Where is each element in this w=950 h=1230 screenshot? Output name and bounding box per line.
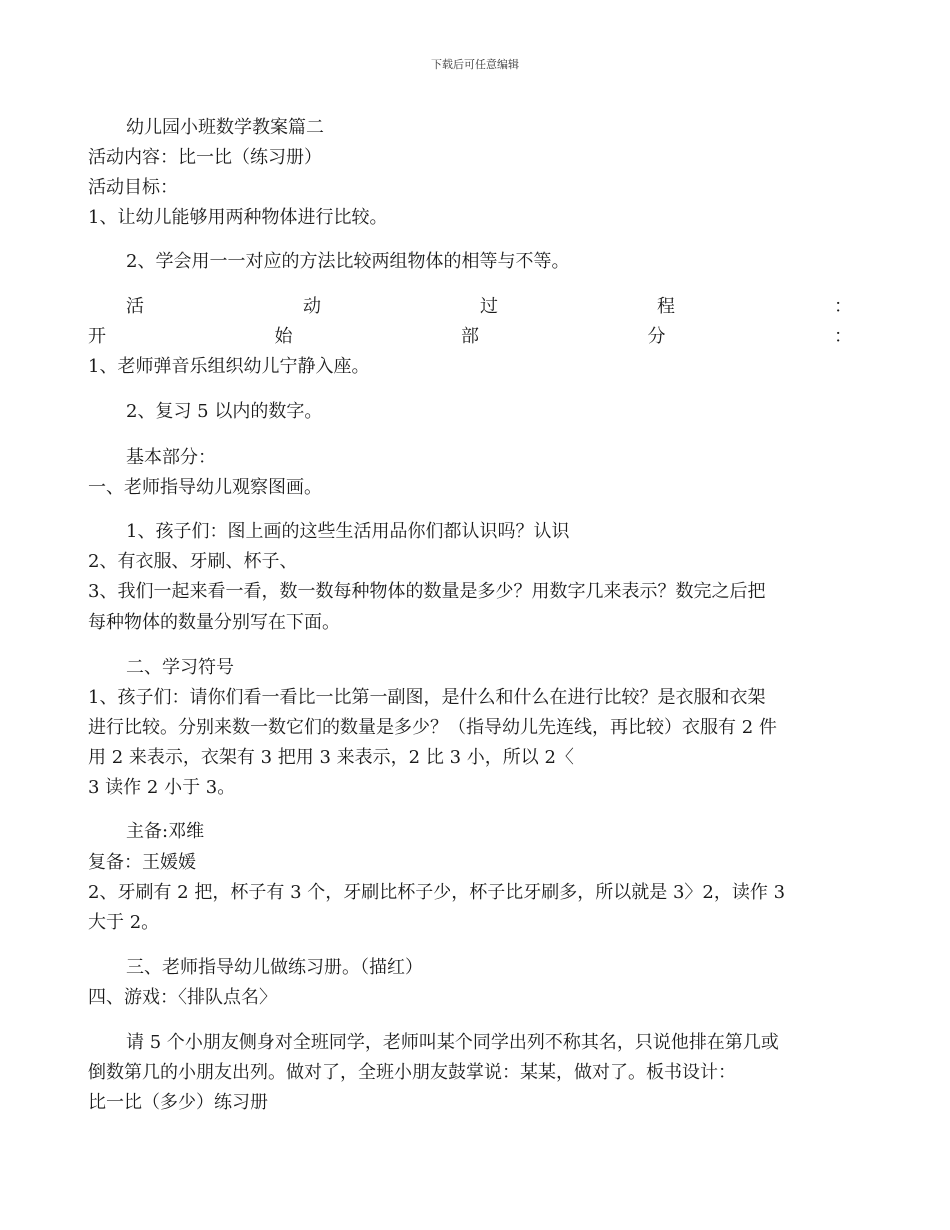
page-header: 下载后可任意编辑: [431, 58, 519, 71]
text-line: 3、我们一起来看一看，数一数每种物体的数量是多少？用数字几来表示？数完之后把: [88, 581, 766, 602]
text-line: 3 读作 2 小于 3。: [88, 777, 236, 798]
text-line: 每种物体的数量分别写在下面。: [88, 612, 340, 633]
text-line: 1、孩子们：请你们看一看比一比第一副图，是什么和什么在进行比较？是衣服和衣架: [88, 687, 766, 708]
text-line: 2、牙刷有 2 把，杯子有 3 个，牙刷比杯子少，杯子比牙刷多，所以就是 3〉2，读作 3: [88, 882, 786, 903]
text-line: 进行比较。分别来数一数它们的数量是多少？（指导幼儿先连线，再比较）衣服有 2 件: [88, 717, 777, 738]
text-line: 一、老师指导幼儿观察图画。: [88, 477, 322, 498]
text-line: 1、老师弹音乐组织幼儿宁静入座。: [88, 356, 370, 377]
text-line: 活动内容：比一比（练习册）: [88, 147, 322, 168]
spread-char: 程: [657, 296, 675, 317]
spread-char: 分: [647, 326, 666, 347]
text-line: 复备：王媛媛: [88, 852, 196, 873]
spread-char: 始: [274, 326, 293, 347]
text-line: 基本部分：: [126, 447, 216, 468]
spread-char: 活: [126, 296, 144, 317]
text-line: 用 2 来表示，衣架有 3 把用 3 来表示，2 比 3 小，所以 2〈: [88, 747, 574, 768]
doc-title: 幼儿园小班数学教案篇二: [126, 117, 324, 138]
text-line: 2、有衣服、牙刷、杯子、: [88, 551, 298, 572]
text-line: 比一比（多少）练习册: [88, 1092, 268, 1113]
text-line: 请 5 个小朋友侧身对全班同学，老师叫某个同学出列不称其名，只说他排在第几或: [126, 1032, 779, 1053]
spread-char: ：: [834, 326, 852, 347]
text-line: 1、让幼儿能够用两种物体进行比较。: [88, 207, 388, 228]
text-line: 2、复习 5 以内的数字。: [126, 401, 323, 422]
spread-char: 部: [461, 326, 479, 347]
text-line: 2、学会用一一对应的方法比较两组物体的相等与不等。: [126, 251, 570, 272]
text-line: 大于 2。: [88, 912, 160, 933]
spread-char: 开: [88, 326, 106, 347]
text-line: 二、学习符号: [126, 657, 234, 678]
text-line: 倒数第几的小朋友出列。做对了，全班小朋友鼓掌说：某某，做对了。板书设计：: [88, 1062, 736, 1083]
justified-line-start: [88, 325, 852, 349]
text-line: 活动目标：: [88, 177, 178, 198]
spread-char: 动: [303, 296, 321, 317]
text-line: 四、游戏：〈排队点名〉: [88, 987, 277, 1008]
text-line: 主备:邓维: [126, 821, 205, 842]
justified-line-process: [88, 295, 852, 319]
text-line: 1、孩子们：图上画的这些生活用品你们都认识吗？认识: [126, 521, 570, 542]
text-line: 三、老师指导幼儿做练习册。（描红）: [126, 957, 423, 978]
spread-char: 过: [480, 296, 498, 317]
spread-char: ：: [834, 296, 852, 317]
